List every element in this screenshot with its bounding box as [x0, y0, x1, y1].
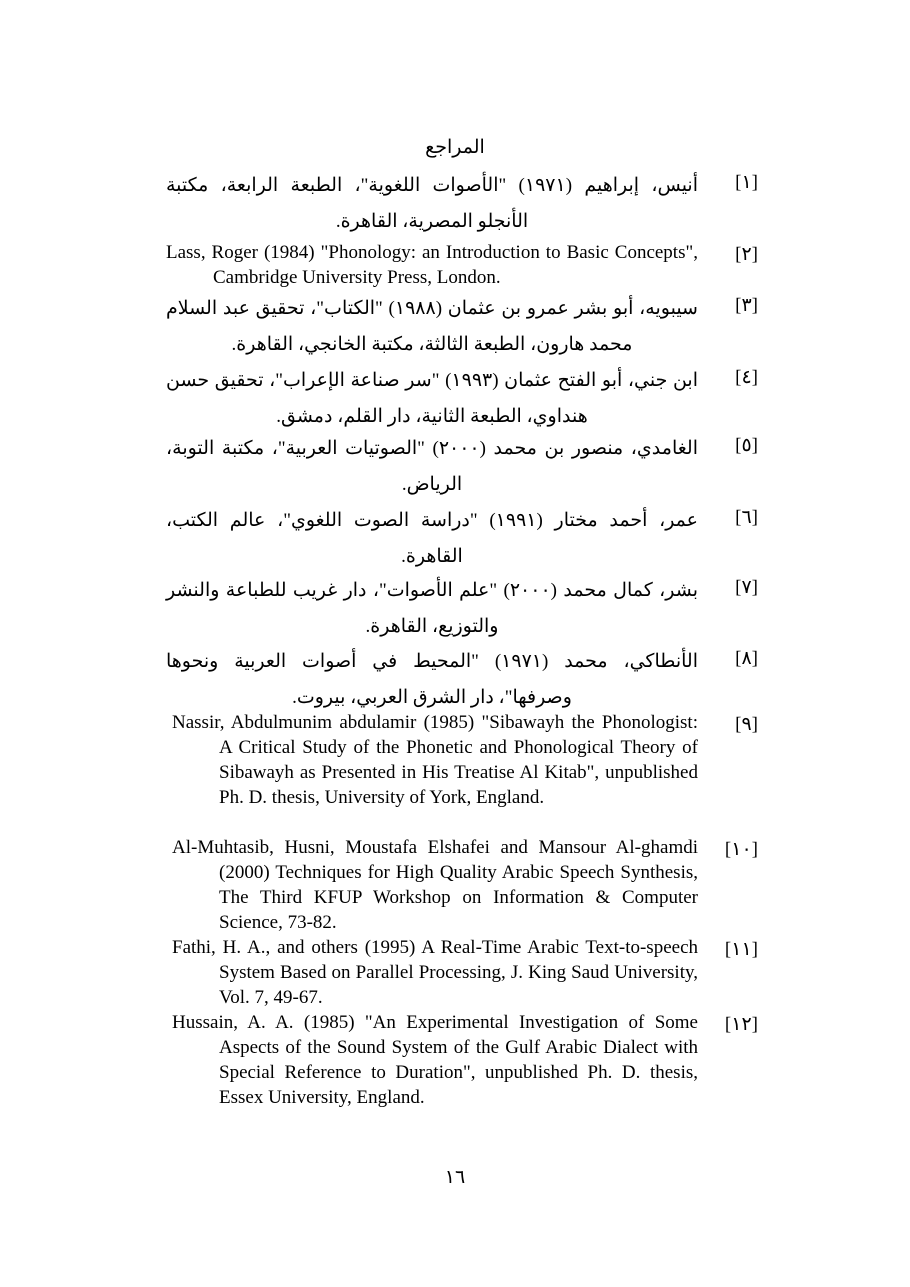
reference-list	[166, 168, 758, 1110]
reference-number: [١١]	[724, 939, 758, 960]
reference-item	[166, 291, 758, 363]
reference-item	[166, 710, 758, 835]
reference-text: الغامدي، منصور بن محمد (٢٠٠٠) "الصوتيات العربية"، مكتبة التوبة، الرياض.	[166, 438, 698, 495]
reference-number: [٥]	[735, 435, 758, 456]
reference-number: [١٠]	[724, 839, 758, 860]
reference-text: عمر، أحمد مختار (١٩٩١) "دراسة الصوت اللغوي"، عالم الكتب، القاهرة.	[166, 510, 699, 567]
reference-text: سيبويه، أبو بشر عمرو بن عثمان (١٩٨٨) "الكتاب"، تحقيق عبد السلام محمد هارون، الطبعة الثالثة، مكتبة الخانجي، القاهرة.	[166, 298, 698, 355]
reference-item	[166, 168, 758, 240]
reference-item	[166, 1010, 758, 1110]
reference-item	[166, 431, 758, 503]
reference-item	[166, 835, 758, 935]
page-title: المراجع	[425, 137, 485, 158]
reference-item	[166, 935, 758, 1010]
reference-text: Hussain, A. A. (1985) "An Experimental Investigation of Some Aspects of the Sound System of the Gulf Arabic Dialect with Special Reference to Duration", unpublished Ph. D. thesis, Essex University, England.	[172, 1012, 698, 1108]
page-number: ١٦	[444, 1167, 466, 1188]
reference-number: [٢]	[735, 244, 758, 265]
reference-text: Lass, Roger (1984) "Phonology: an Introduction to Basic Concepts", Cambridge University Press, London.	[166, 242, 698, 288]
reference-number: [٦]	[735, 507, 758, 528]
reference-text: Fathi, H. A., and others (1995) A Real-Time Arabic Text-to-speech System Based on Parallel Processing, J. King Saud University, Vol. 7, 49-67.	[172, 937, 698, 1008]
reference-item	[166, 363, 758, 431]
reference-item	[166, 573, 758, 644]
reference-number: [٨]	[735, 648, 758, 669]
reference-text: بشر، كمال محمد (٢٠٠٠) "علم الأصوات"، دار غريب للطباعة والنشر والتوزيع، القاهرة.	[166, 580, 698, 637]
reference-text: أنيس، إبراهيم (١٩٧١) "الأصوات اللغوية"، الطبعة الرابعة، مكتبة الأنجلو المصرية، القاهرة.	[166, 175, 698, 232]
reference-number: [٤]	[735, 367, 758, 388]
reference-number: [١]	[735, 172, 758, 193]
reference-number: [٧]	[735, 577, 758, 598]
reference-number: [١٢]	[724, 1014, 758, 1035]
reference-number: [٩]	[735, 714, 758, 735]
reference-item	[166, 644, 758, 710]
reference-text: Al-Muhtasib, Husni, Moustafa Elshafei and Mansour Al-ghamdi (2000) Techniques for High Quality Arabic Speech Synthesis, The Third KFUP Workshop on Information & Computer Science, 73-82.	[172, 837, 698, 933]
reference-text: Nassir, Abdulmunim abdulamir (1985) "Sibawayh the Phonologist: A Critical Study of the Phonetic and Phonological Theory of Sibawayh as Presented in His Treatise Al Kitab", unpublished Ph. D. thesis, University of York, England.	[172, 712, 698, 808]
reference-text: ابن جني، أبو الفتح عثمان (١٩٩٣) "سر صناعة الإعراب"، تحقيق حسن هنداوي، الطبعة الثانية، دار القلم، دمشق.	[166, 370, 698, 427]
reference-number: [٣]	[735, 295, 758, 316]
reference-text: الأنطاكي، محمد (١٩٧١) "المحيط في أصوات العربية ونحوها وصرفها"، دار الشرق العربي، بيروت.	[166, 651, 698, 708]
reference-item	[166, 240, 758, 291]
reference-item	[166, 503, 758, 573]
